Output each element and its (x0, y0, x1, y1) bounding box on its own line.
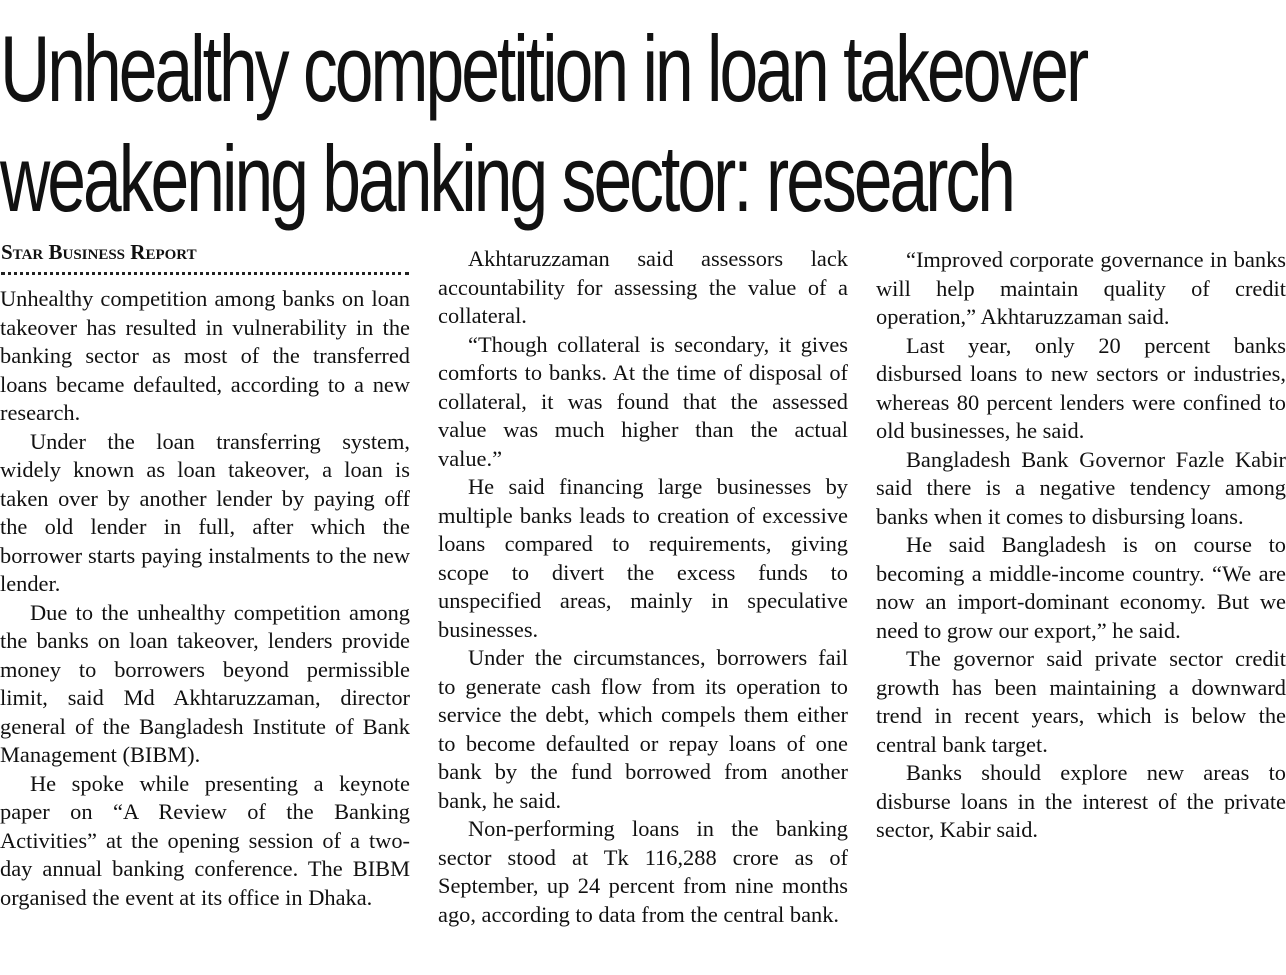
paragraph: Banks should explore new areas to disburse loans in the interest of the private sector, Kabir said. (876, 760, 1286, 842)
byline-divider (1, 272, 409, 275)
paragraph: “Improved corporate governance in banks will help maintain quality of credit operation,” Akhtaruzzaman said. (876, 247, 1286, 329)
paragraph: Under the loan transferring system, widely known as loan takeover, a loan is taken over by another lender by paying off the old lender in full, after which the borrower starts paying instalments to the new lender. (0, 428, 410, 596)
paragraph: Bangladesh Bank Governor Fazle Kabir said there is a negative tendency among banks when it comes to disbursing loans. (876, 446, 1286, 529)
paragraph: Last year, only 20 percent banks disbursed loans to new sectors or industries, whereas 80 percent lenders were confined to old businesses, he said. (876, 332, 1286, 443)
paragraph: Due to the unhealthy competition among the banks on loan takeover, lenders provide money to borrowers beyond permissible limit, said Md Akhtaruzzaman, director general of the Bangladesh Institute of Bank Management (BIBM). (0, 599, 410, 767)
paragraph: Akhtaruzzaman said assessors lack accountability for assessing the value of a collateral. (438, 246, 848, 328)
headline (0, 14, 1087, 234)
paragraph: Under the circumstances, borrowers fail to generate cash flow from its operation to service the debt, which compels them either to become defaulted or repay loans of one bank by the fund borrowed from another bank, he said. (438, 645, 848, 813)
paragraph: He said Bangladesh is on course to becoming a middle-income country. “We are now an import-dominant economy. But we need to grow our export,” he said. (876, 532, 1286, 643)
paragraph: “Though collateral is secondary, it gives comforts to banks. At the time of disposal of collateral, it was found that the assessed value was much higher than the actual value.” (438, 331, 848, 471)
headline-line-2: weakening banking sector: research (0, 126, 1013, 231)
paragraph: Non-performing loans in the banking sector stood at Tk 116,288 crore as of September, up 24 percent from nine months ago, according to data from the central bank. (438, 816, 848, 927)
paragraph: The governor said private sector credit growth has been maintaining a downward trend in recent years, which is below the central bank target. (876, 646, 1286, 757)
article-column-1 (0, 285, 410, 912)
byline: Star Business Report (1, 240, 197, 264)
paragraph: He said financing large businesses by multiple banks leads to creation of excessive loans compared to requirements, giving scope to divert the excess funds to unspecified areas, mainly in speculative businesses. (438, 474, 848, 642)
article-column-2 (438, 245, 848, 929)
article-column-3 (876, 246, 1286, 845)
headline-line-1: Unhealthy competition in loan takeover (0, 16, 1087, 121)
paragraph: Unhealthy competition among banks on loan takeover has resulted in vulnerability in the banking sector as most of the transferred loans became defaulted, according to a new research. (0, 286, 410, 425)
paragraph: He spoke while presenting a keynote paper on “A Review of the Banking Activities” at the opening session of a two-day annual banking conference. The BIBM organised the event at its office in Dhaka. (0, 770, 410, 910)
